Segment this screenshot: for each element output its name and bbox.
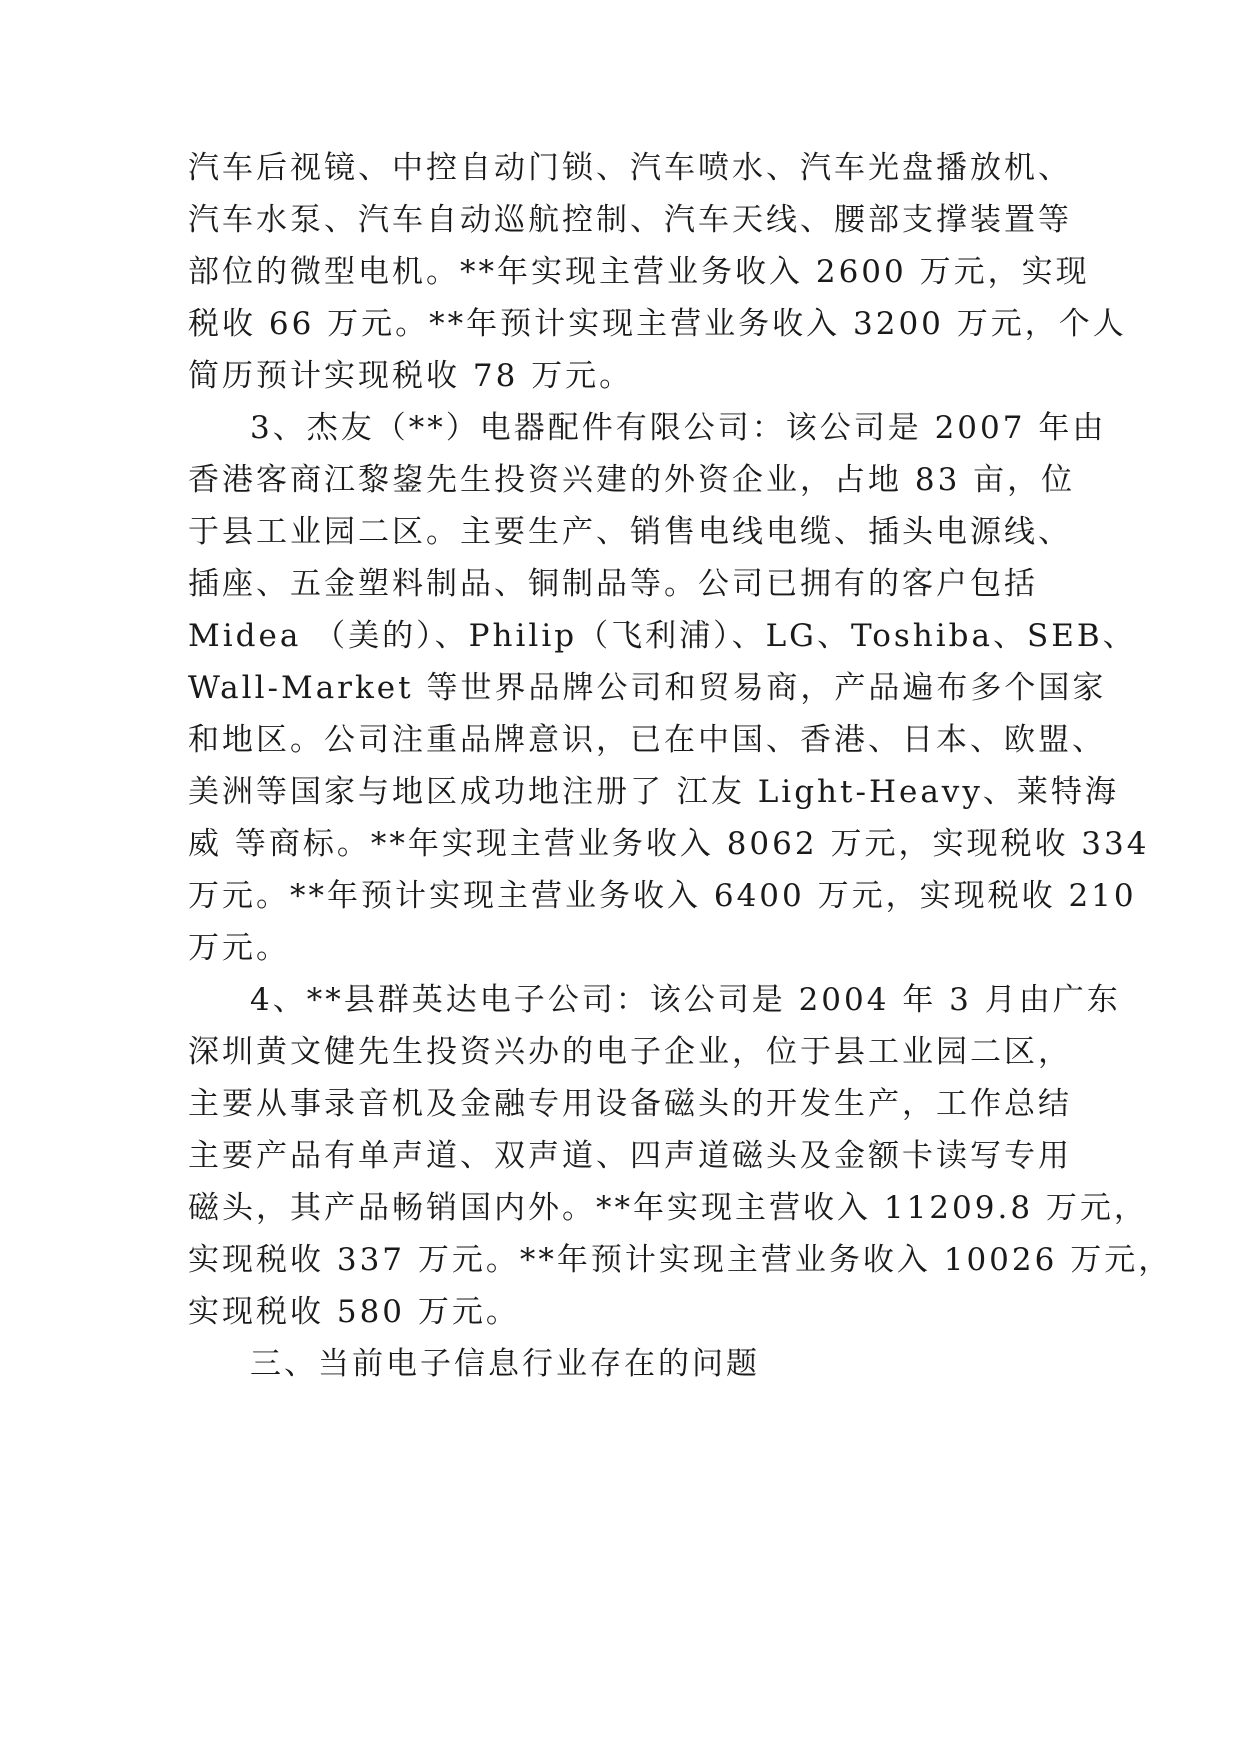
text-line: 汽车后视镜、中控自动门锁、汽车喷水、汽车光盘播放机、 [188, 150, 1072, 186]
text-line: 于县工业园二区。主要生产、销售电线电缆、插头电源线、 [188, 514, 1072, 550]
text-line: 实现税收 580 万元。 [188, 1294, 520, 1330]
text-line: 插座、五金塑料制品、铜制品等。公司已拥有的客户包括 [188, 566, 1038, 602]
text-line: 和地区。公司注重品牌意识，已在中国、香港、日本、欧盟、 [188, 722, 1106, 758]
text-line: 磁头，其产品畅销国内外。**年实现主营收入 11209.8 万元， [188, 1190, 1148, 1226]
paragraph-start-line: 4、**县群英达电子公司：该公司是 2004 年 3 月由广东 [250, 982, 1121, 1018]
text-line: 美洲等国家与地区成功地注册了 江友 Light-Heavy、莱特海 [188, 774, 1119, 810]
text-line: 简历预计实现税收 78 万元。 [188, 358, 634, 394]
section-heading: 三、当前电子信息行业存在的问题 [250, 1346, 760, 1382]
text-line: 主要从事录音机及金融专用设备磁头的开发生产，工作总结 [188, 1086, 1072, 1122]
text-line: 万元。 [188, 930, 290, 966]
text-line: 汽车水泵、汽车自动巡航控制、汽车天线、腰部支撑装置等 [188, 202, 1072, 238]
text-line: 部位的微型电机。**年实现主营业务收入 2600 万元，实现 [188, 254, 1090, 290]
text-line: 威 等商标。**年实现主营业务收入 8062 万元，实现税收 334 [188, 826, 1150, 862]
text-line: 深圳黄文健先生投资兴办的电子企业，位于县工业园二区， [188, 1034, 1072, 1070]
text-line: Wall-Market 等世界品牌公司和贸易商，产品遍布多个国家 [188, 670, 1107, 706]
text-line: 万元。**年预计实现主营业务收入 6400 万元，实现税收 210 [188, 878, 1137, 914]
text-line: 主要产品有单声道、双声道、四声道磁头及金额卡读写专用 [188, 1138, 1072, 1174]
text-line: 税收 66 万元。**年预计实现主营业务收入 3200 万元，个人 [188, 306, 1127, 342]
paragraph-start-line: 3、杰友（**）电器配件有限公司：该公司是 2007 年由 [250, 410, 1107, 446]
text-line: 香港客商江黎鋆先生投资兴建的外资企业，占地 83 亩，位 [188, 462, 1076, 498]
text-line: Midea （美的）、Philip（飞利浦）、LG、Toshiba、SEB、 [188, 618, 1137, 654]
text-line: 实现税收 337 万元。**年预计实现主营业务收入 10026 万元， [188, 1242, 1173, 1278]
